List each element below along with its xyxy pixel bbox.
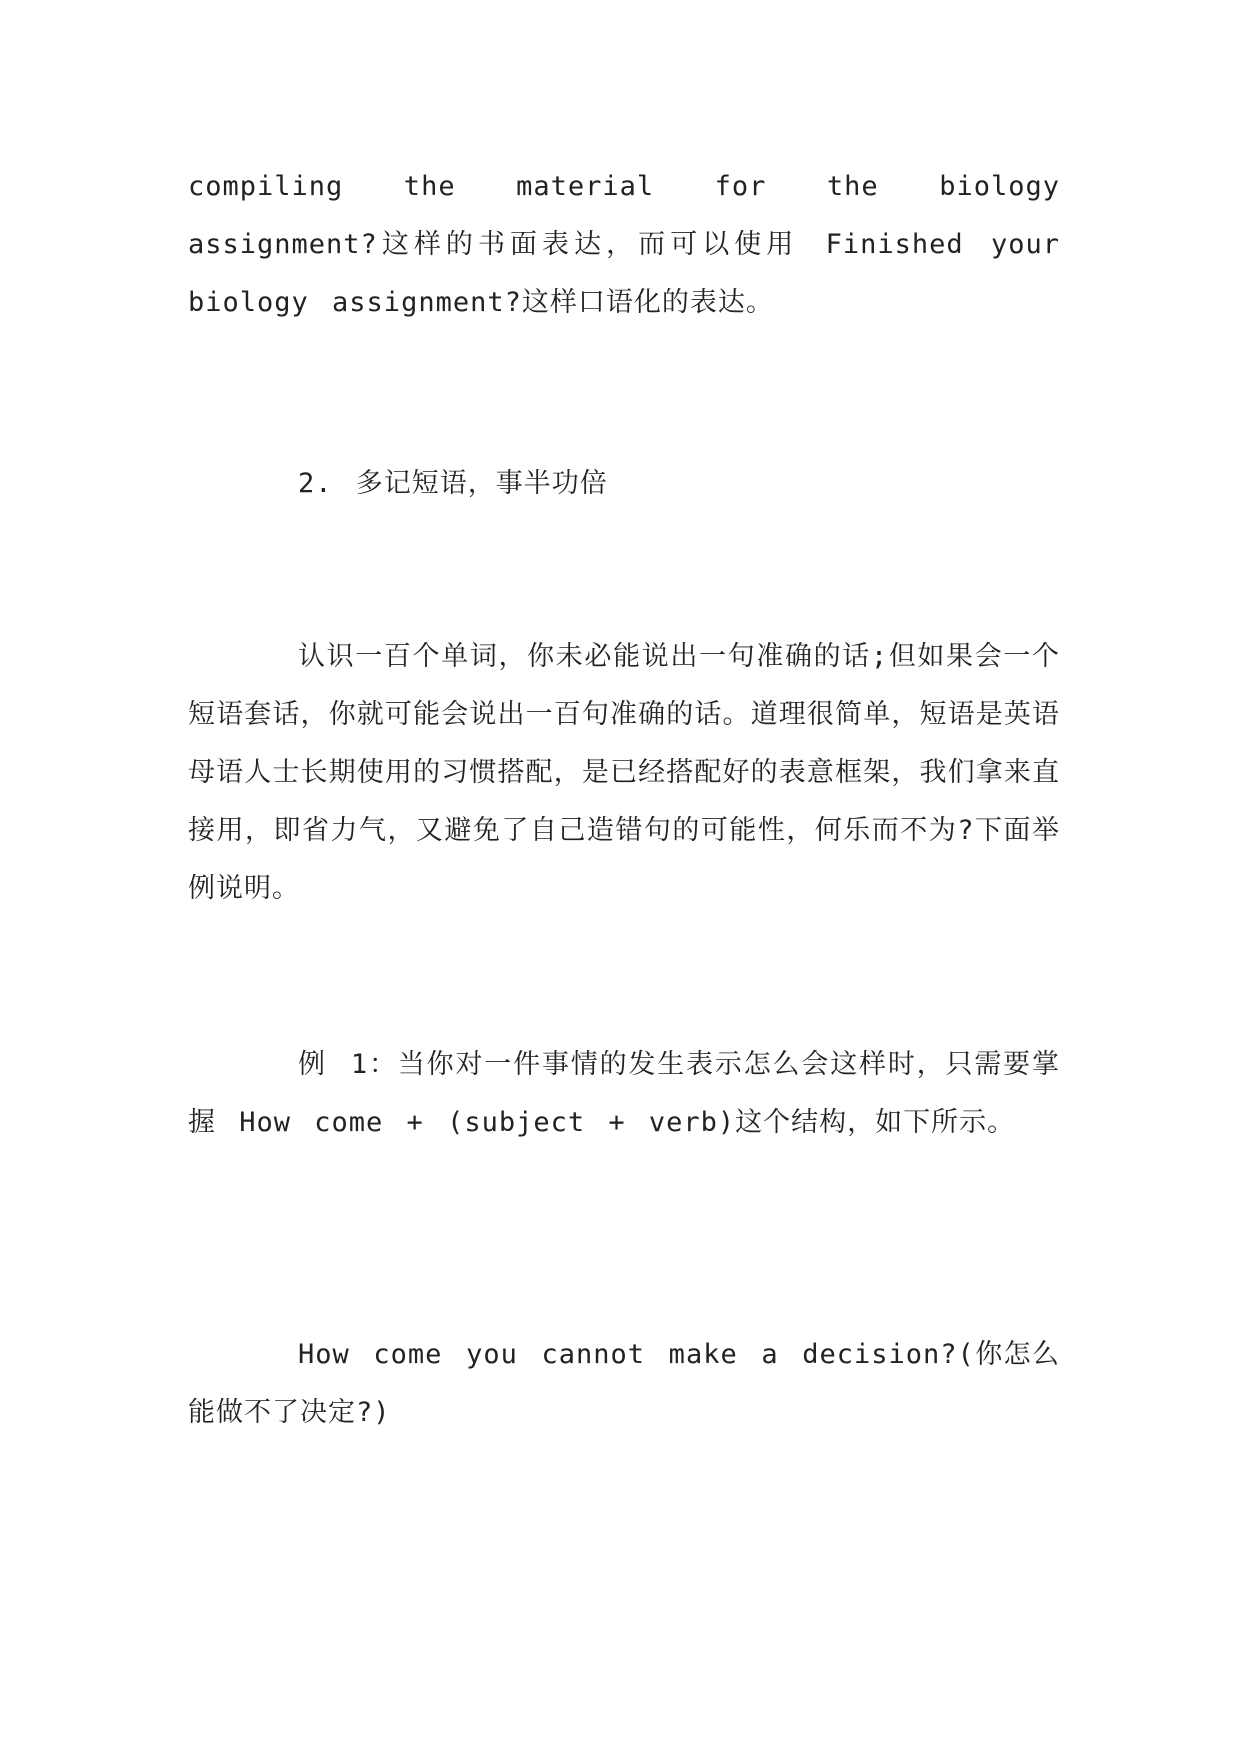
section-heading: 2. 多记短语，事半功倍: [298, 468, 608, 499]
paragraph-phrases: 认识一百个单词，你未必能说出一句准确的话;但如果会一个短语套话，你就可能会说出一百句准确的话。道理很简单，短语是英语母语人士长期使用的习惯搭配，是已经搭配好的表意框架，我们拿来直接用，即省力气，又避免了自己造错句的可能性，何乐而不为?下面举例说明。: [188, 641, 1060, 904]
paragraph-example-1: 例 1：当你对一件事情的发生表示怎么会这样时，只需要掌握 How come + (subject + verb)这个结构，如下所示。: [188, 1049, 1060, 1138]
paragraph-continuation: compiling the material for the biology assignment?这样的书面表达，而可以使用 Finished your biology assignment?这样口语化的表达。: [188, 171, 1060, 318]
paragraph-example-sentence: How come you cannot make a decision?(你怎么能做不了决定?): [188, 1339, 1060, 1428]
